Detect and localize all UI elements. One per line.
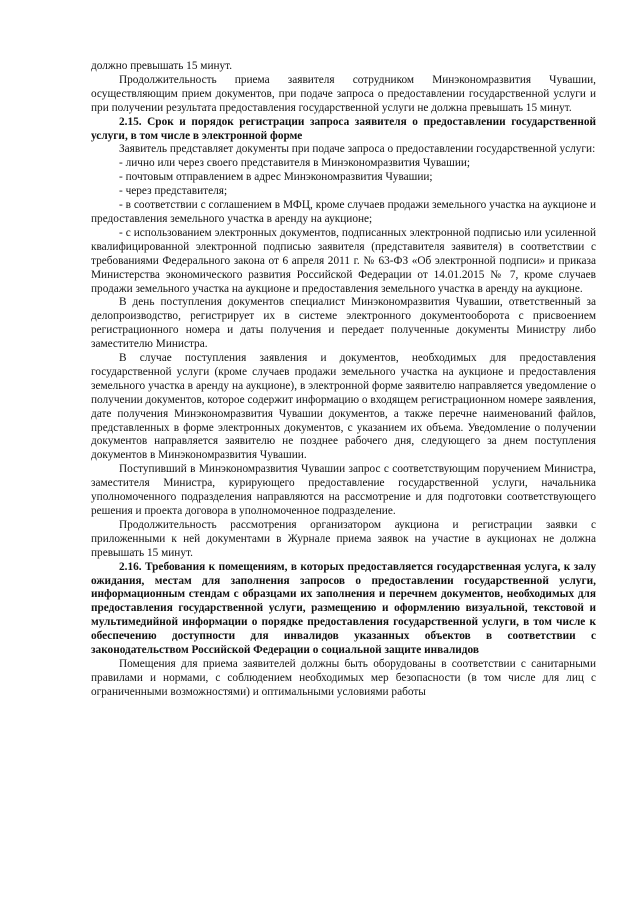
list-item: - лично или через своего представителя в Минэкономразвития Чувашии; bbox=[119, 157, 471, 170]
paragraph-premises-requirements: Помещения для приема заявителей должны быть оборудованы в соответствии с санитарными правилами и нормами, с соблюдением необходимых мер безопасности (в том числе для лиц с ограниченными возможностями) и оптимальными условиями работы bbox=[91, 657, 596, 698]
paragraph-electronic-notice: В случае поступления заявления и документов, необходимых для предоставления государственной услуги (кроме случаев продажи земельного участка на аукционе и предоставления земельного участка в аренду на аукционе), в электронной форме заявителю направляется уведомление о получении документов, которое содержит информацию о входящем регистрационном номере заявления, дате получения Минэкономразвития Чувашии документов, а также перечне наименований файлов, представленных в форме электронных документов, с указанием их объема. Уведомление о получении документов направляется заявителю не позднее рабочего дня, следующего за днем поступления документов в Минэкономразвития Чувашии. bbox=[91, 352, 596, 462]
paragraph-continuation: должно превышать 15 минут. bbox=[91, 60, 233, 72]
list-item: - с использованием электронных документов, подписанных электронной подписью или усиленной квалифицированной электронной подписью заявителя (представителя заявителя) в соответствии с требованиями Федерального закона от 6 апреля 2011 г. № 63-ФЗ «Об электронной подписи» и приказа Министерства экономического развития Российской Федерации от 14.01.2015 № 7, кроме случаев продажи земельного участка на аукционе и предоставления земельного участка в аренду на аукционе. bbox=[91, 226, 596, 295]
paragraph-request-routing: Поступивший в Минэкономразвития Чувашии запрос с соответствующим поручением Министра, заместителя Министра, курирующего предоставление государственной услуги, начальника уполномоченного подразделения направляются на рассмотрение и для подготовки соответствующего решения и проекта договора в уполномоченное подразделение. bbox=[91, 463, 596, 517]
list-item: - через представителя; bbox=[119, 185, 228, 198]
section-heading-2-15: 2.15. Срок и порядок регистрации запроса заявителя о предоставлении государственной услуги, в том числе в электронной форме bbox=[91, 115, 596, 142]
list-item: - почтовым отправлением в адрес Минэкономразвития Чувашии; bbox=[119, 171, 433, 184]
document-page bbox=[91, 60, 596, 700]
paragraph-reception-duration: Продолжительность приема заявителя сотрудником Минэкономразвития Чувашии, осуществляющим прием документов, при подаче запроса о предоставлении государственной услуги и при получении результата предоставления государственной услуги не должна превышать 15 минут. bbox=[91, 73, 596, 114]
list-item: - в соответствии с соглашением в МФЦ, кроме случаев продажи земельного участка на аукционе и предоставления земельного участка в аренду на аукционе; bbox=[91, 199, 596, 225]
section-heading-2-16: 2.16. Требования к помещениям, в которых предоставляется государственная услуга, к залу ожидания, местам для заполнения запросов о предоставлении государственной услуги, информационным стендам с образцами их заполнения и перечнем документов, необходимых для предоставления государственной услуги, размещению и оформлению визуальной, текстовой и мультимедийной информации о порядке предоставления государственной услуги, в том числе к обеспечению доступности для инвалидов указанных объектов в соответствии с законодательством Российской Федерации о социальной защите инвалидов bbox=[91, 560, 596, 657]
paragraph-registration-day: В день поступления документов специалист Минэкономразвития Чувашии, ответственный за делопроизводство, регистрирует их в системе электронного документооборота с присвоением регистрационного номера и даты получения и передает полученные документы Министру либо заместителю Министра. bbox=[91, 296, 596, 351]
paragraph-review-duration: Продолжительность рассмотрения организатором аукциона и регистрации заявки с приложенными к ней документами в Журнале приема заявок на участие в аукционах не должна превышать 15 минут. bbox=[91, 518, 596, 559]
paragraph-submission-methods: Заявитель представляет документы при подаче запроса о предоставлении государственной услуги: bbox=[119, 143, 596, 156]
